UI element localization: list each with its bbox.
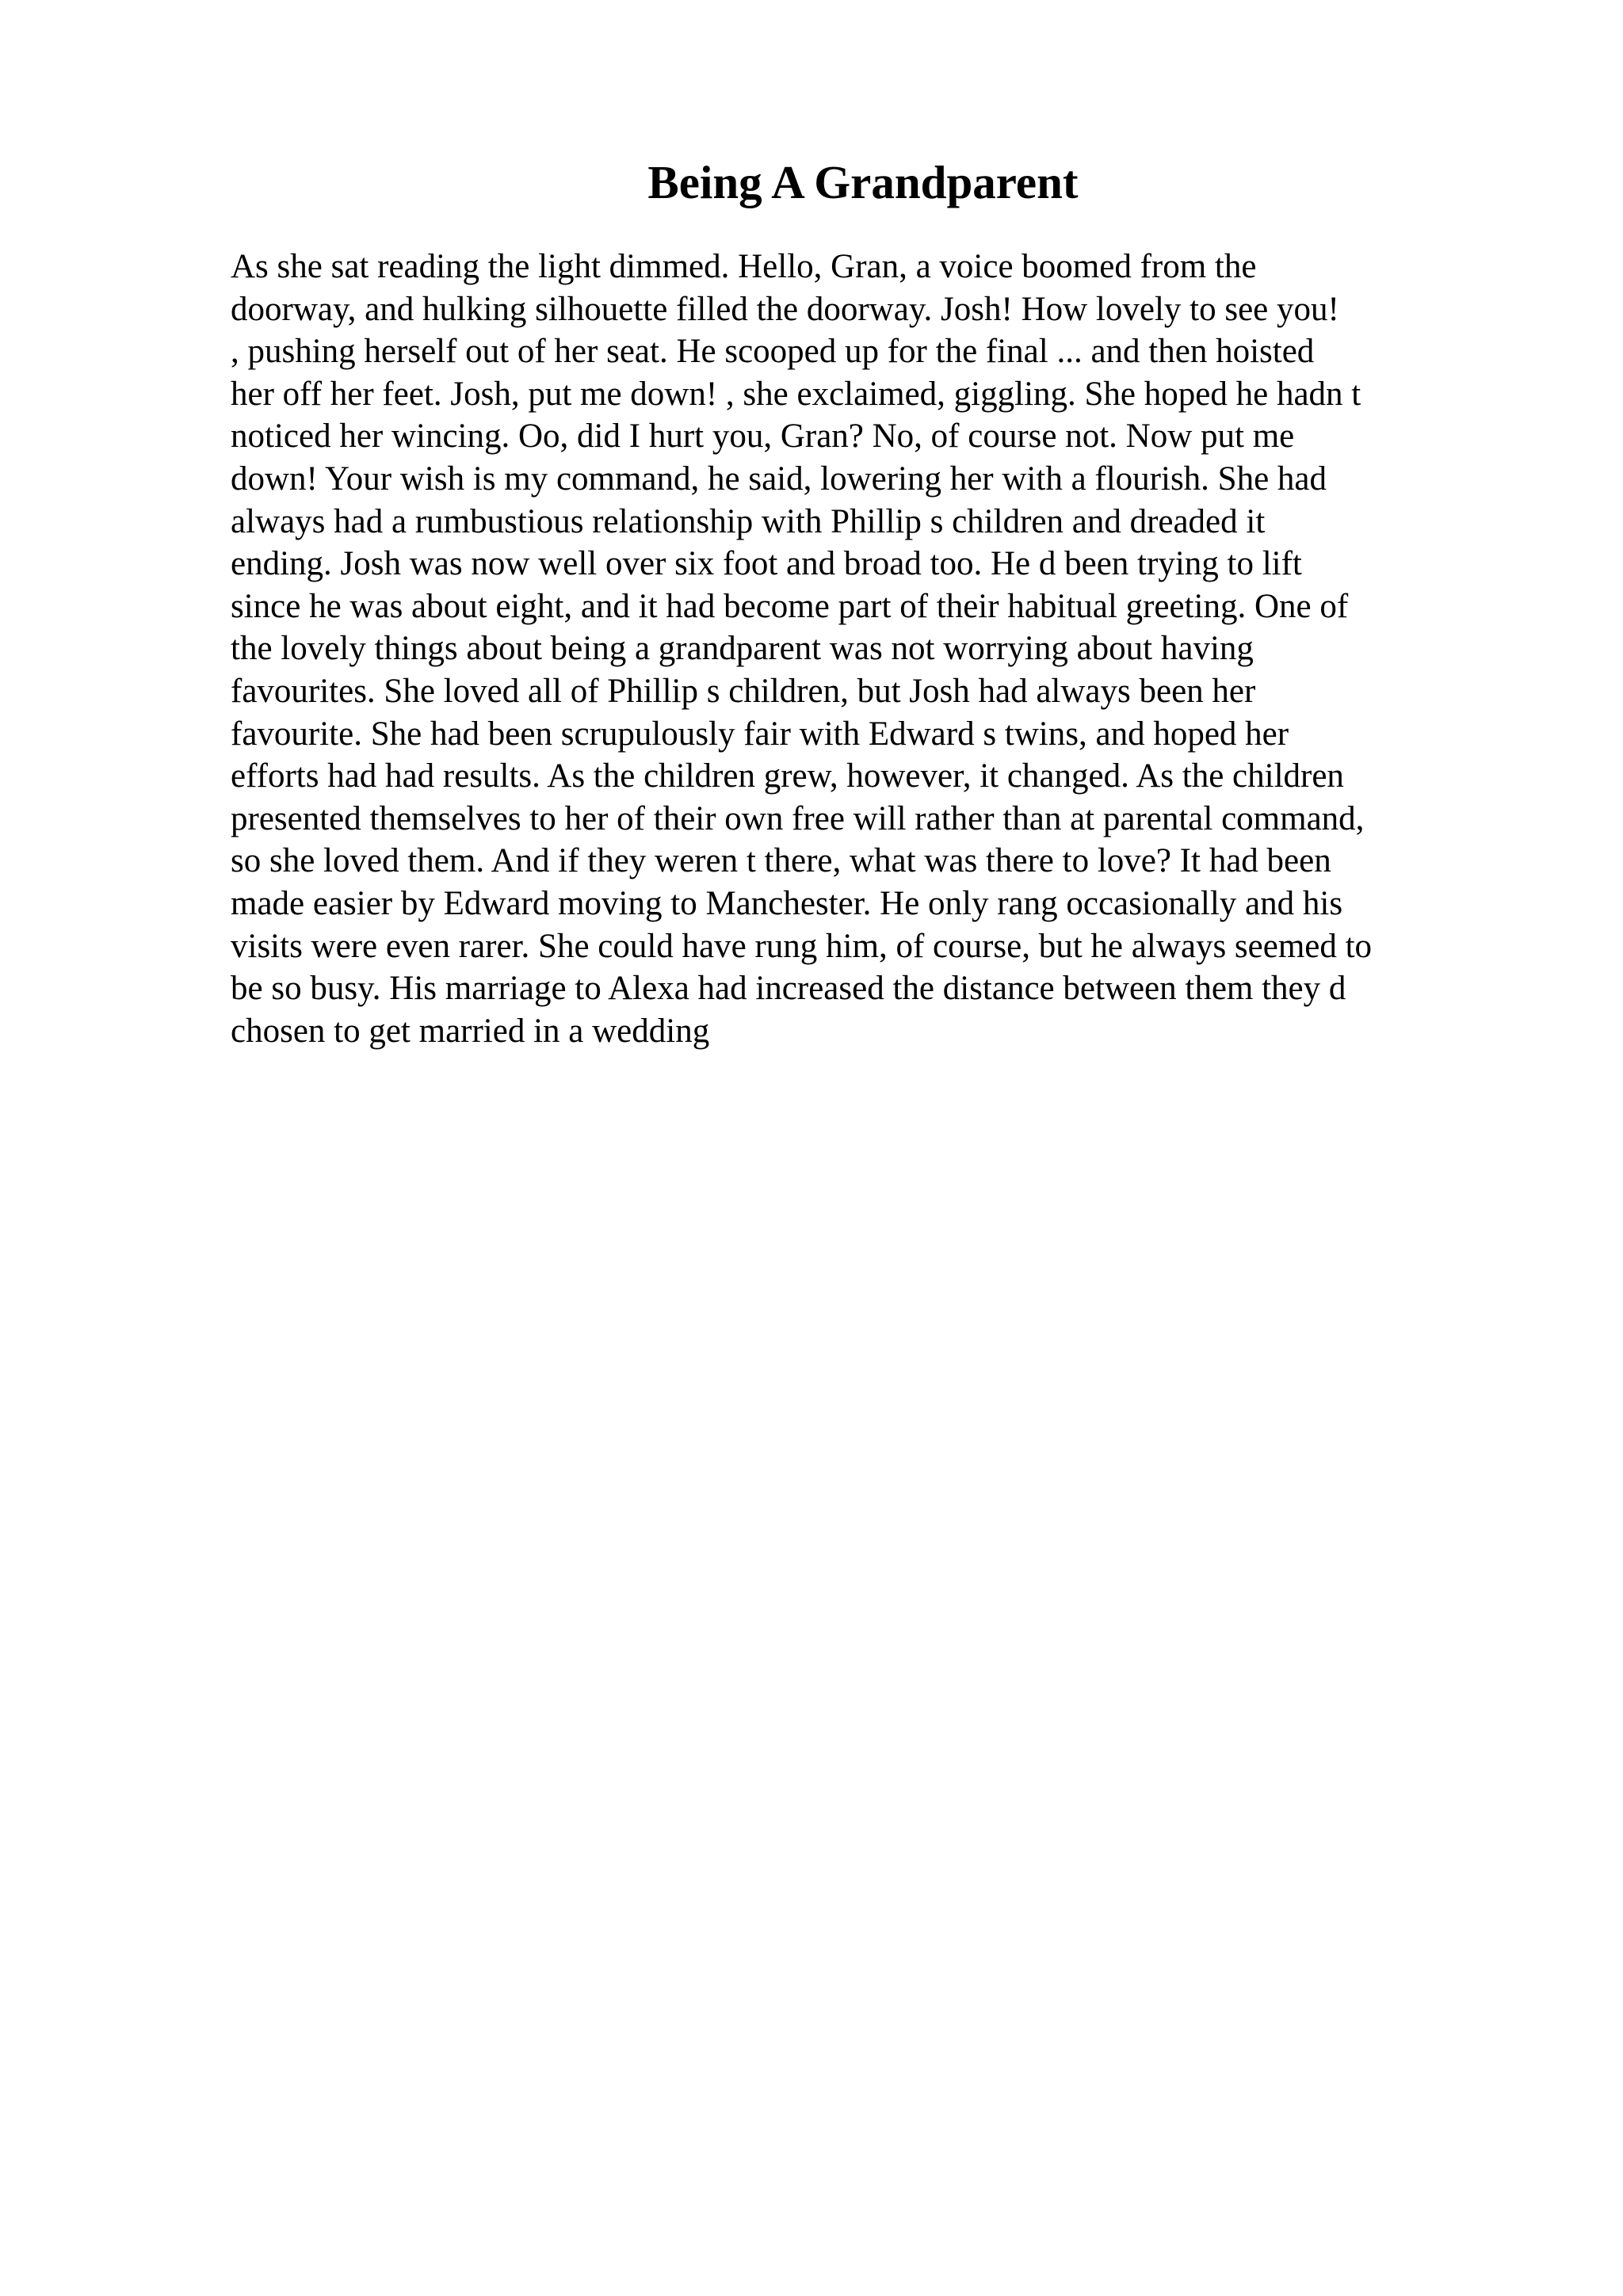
body-line: the lovely things about being a grandparent was not worrying about having xyxy=(231,630,1254,668)
body-line: ending. Josh was now well over six foot and broad too. He d been trying to lift xyxy=(231,545,1302,583)
body-line: since he was about eight, and it had become part of their habitual greeting. One of xyxy=(231,587,1349,625)
body-line: her off her feet. Josh, put me down! , she exclaimed, giggling. She hoped he hadn t xyxy=(231,375,1361,413)
body-line: so she loved them. And if they weren t there, what was there to love? It had been xyxy=(231,842,1331,880)
body-line: visits were even rarer. She could have rung him, of course, but he always seemed to xyxy=(231,927,1373,965)
body-line: As she sat reading the light dimmed. Hello, Gran, a voice boomed from the xyxy=(231,248,1257,285)
body-line: doorway, and hulking silhouette filled the doorway. Josh! How lovely to see you! xyxy=(231,290,1339,328)
body-line: , pushing herself out of her seat. He scooped up for the final ... and then hoisted xyxy=(231,333,1315,371)
body-line: favourite. She had been scrupulously fair with Edward s twins, and hoped her xyxy=(231,715,1289,753)
body-line: down! Your wish is my command, he said, lowering her with a flourish. She had xyxy=(231,460,1327,498)
body-line: favourites. She loved all of Phillip s children, but Josh had always been her xyxy=(231,672,1256,710)
body-line: be so busy. His marriage to Alexa had increased the distance between them they d xyxy=(231,970,1346,1008)
body-line: noticed her wincing. Oo, did I hurt you, Gran? No, of course not. Now put me xyxy=(231,418,1295,456)
body-line: presented themselves to her of their own free will rather than at parental command, xyxy=(231,799,1365,837)
document-title: Being A Grandparent xyxy=(647,156,1079,208)
body-line: efforts had had results. As the children grew, however, it changed. As the children xyxy=(231,757,1344,795)
document-body xyxy=(231,246,1499,1052)
body-line: made easier by Edward moving to Manchester. He only rang occasionally and his xyxy=(231,884,1343,922)
body-line: chosen to get married in a wedding xyxy=(231,1012,710,1050)
body-line: always had a rumbustious relationship with Phillip s children and dreaded it xyxy=(231,502,1266,540)
